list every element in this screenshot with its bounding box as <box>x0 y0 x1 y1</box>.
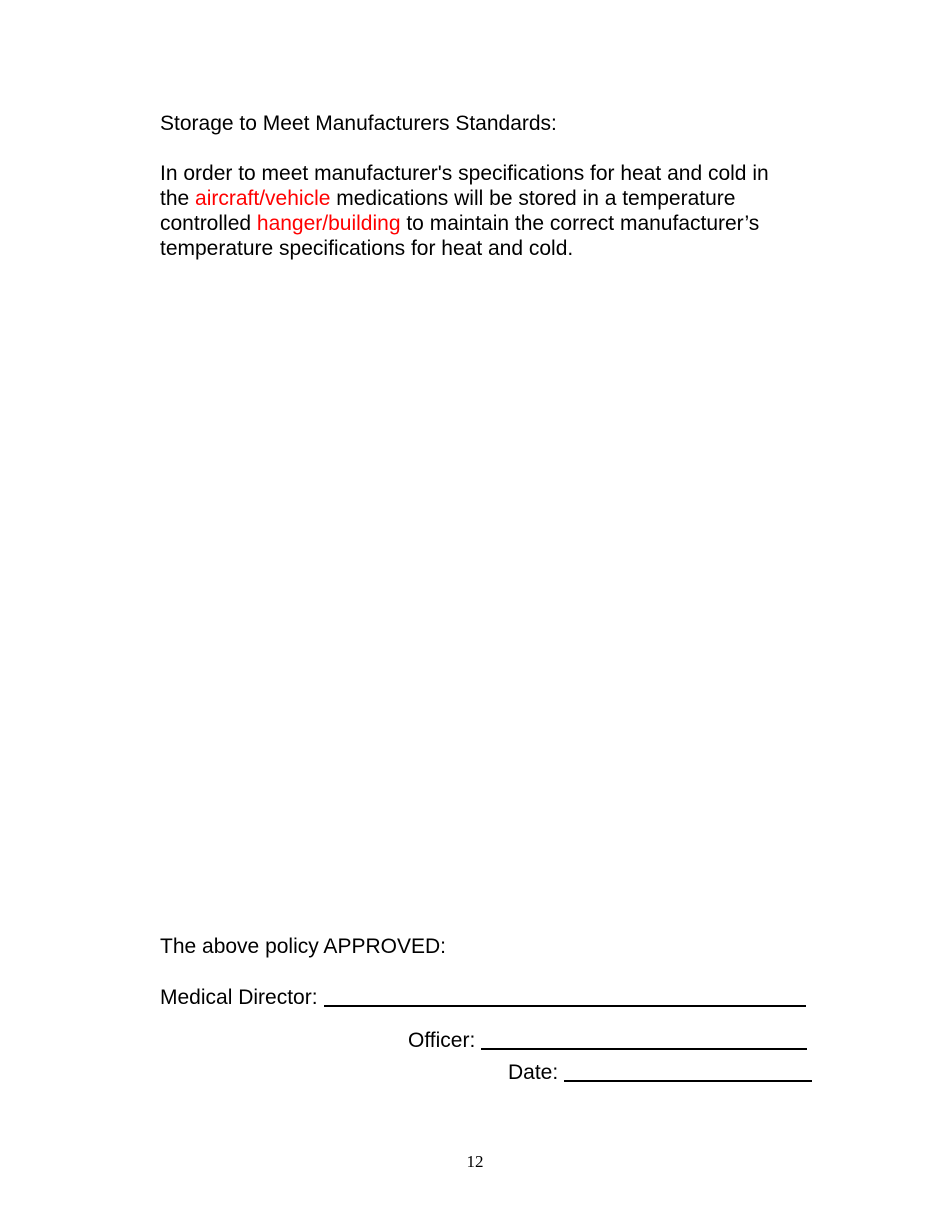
officer-signature-row <box>408 1028 807 1054</box>
paragraph-line-2 <box>160 186 810 211</box>
paragraph-line-3 <box>160 211 810 236</box>
date-line[interactable] <box>564 1060 812 1082</box>
officer-signature-line[interactable] <box>481 1028 807 1050</box>
date-label: Date: <box>508 1061 559 1084</box>
medical-director-label: Medical Director: <box>160 986 318 1009</box>
approval-statement: The above policy APPROVED: <box>160 935 446 958</box>
paragraph-line-4: temperature specifications for heat and cold. <box>160 237 574 260</box>
paragraph-text: to maintain the correct manufacturer’s <box>400 212 760 235</box>
paragraph-text: medications will be stored in a temperature <box>330 187 736 210</box>
officer-label: Officer: <box>408 1029 476 1052</box>
storage-paragraph <box>160 161 810 261</box>
medical-director-signature-row <box>160 985 806 1011</box>
paragraph-text: the <box>160 187 196 210</box>
paragraph-line-1: In order to meet manufacturer's specifications for heat and cold in <box>160 162 769 185</box>
page-number: 12 <box>466 1152 484 1171</box>
section-heading: Storage to Meet Manufacturers Standards: <box>160 112 557 135</box>
highlighted-term-aircraft-vehicle: aircraft/vehicle <box>195 187 331 210</box>
medical-director-signature-line[interactable] <box>324 985 806 1007</box>
highlighted-term-hanger-building: hanger/building <box>256 212 401 235</box>
date-signature-row <box>508 1060 812 1086</box>
paragraph-text: controlled <box>160 212 257 235</box>
